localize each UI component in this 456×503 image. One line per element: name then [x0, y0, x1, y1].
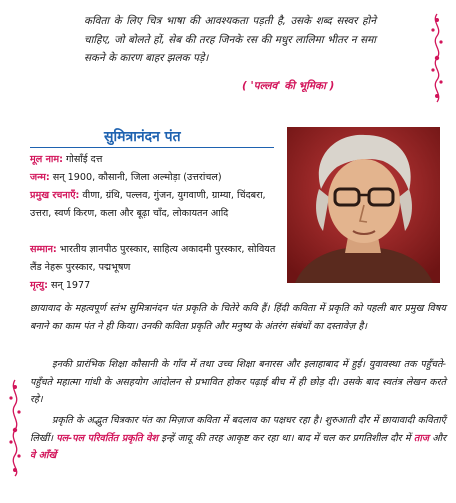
heading-divider	[30, 147, 274, 148]
awards-value: भारतीय ज्ञानपीठ पुरस्कार, साहित्य अकादमी पुरस्कार, सोवियत लैंड नेहरू पुरस्कार, पद्मभूषण	[30, 244, 276, 273]
intro-paragraph	[30, 300, 446, 335]
bio-birth	[30, 169, 276, 187]
floral-ornament-icon	[4, 378, 26, 478]
original-name-label: मूल नाम:	[30, 154, 63, 165]
highlight-prakriti-vesh: पल-पल परिवर्तित प्रकृति वेश	[56, 432, 159, 444]
poet-portrait	[287, 127, 440, 283]
paragraph-3-part-a: प्रकृति के अद्भुत चित्रकार पंत का मिज़ाज कविता में बदलाव का पक्षधर रहा है। शुरुआती दौर में छायावादी कविताएँ लिखीं।	[30, 415, 446, 444]
bio-awards	[30, 241, 276, 277]
floral-ornament-icon	[426, 12, 448, 104]
awards-label: सम्मान:	[30, 244, 57, 255]
death-value: सन् 1977	[47, 280, 91, 291]
paragraph-3	[30, 412, 446, 465]
works-value: वीणा, ग्रंथि, पल्लव, गुंजन, युगवाणी, ग्राम्या, चिंदबरा, उत्तरा, स्वर्ण किरण, कला और बूढ़ा चाँद, लोकायतन आदि	[30, 190, 266, 219]
bio-death	[30, 277, 276, 295]
birth-label: जन्म:	[30, 172, 50, 183]
bio-original-name	[30, 151, 276, 169]
paragraph-3-part-b: इन्हें जादू की तरह आकृष्ट कर रहा था। बाद में चल कर प्रगतिशील दौर में	[158, 432, 414, 444]
poet-name-heading: सुमित्रानंदन पंत	[104, 129, 181, 145]
death-label: मृत्यु:	[30, 280, 48, 291]
education-paragraph	[30, 356, 446, 409]
bio-works	[30, 187, 276, 223]
birth-value: सन् 1900, कौसानी, जिला अल्मोड़ा (उत्तरांचल)	[49, 172, 222, 183]
works-label: प्रमुख रचनाएँ:	[30, 190, 80, 201]
paragraph-2: इनकी प्रारंभिक शिक्षा कौसानी के गाँव में तथा उच्च शिक्षा बनारस और इलाहाबाद में हुई। युवावस्था तक पहुँचते-पहुँचते महात्मा गांधी के असहयोग आंदोलन से प्रभावित होकर पढ़ाई बीच में ही छोड़ दी। उसके बाद स्वतंत्र लेखन करते रहे।	[30, 359, 446, 406]
quote-text: कविता के लिए चित्र भाषा की आवश्यकता पड़ती है, उसके शब्द सस्वर होने चाहिए, जो बोलते हों, सेब की तरह जिनके रस की मधुर लालिमा भीतर न समा सकने के कारण बाहर झलक पड़े।	[84, 15, 376, 64]
paragraph-1: छायावाद के महत्वपूर्ण स्तंभ सुमित्रानंदन पंत प्रकृति के चितेरे कवि हैं। हिंदी कविता में प्रकृति को पहली बार प्रमुख विषय बनाने का काम पंत ने ही किया। उनकी कविता प्रकृति और मनुष्य के अंतरंग संबंधों का दस्तावेज़ है।	[30, 303, 446, 332]
quote-source: ( 'पल्लव' की भूमिका )	[242, 80, 335, 92]
highlight-taj: ताज	[413, 432, 429, 444]
original-name-value: गोसाँई दत्त	[62, 154, 103, 165]
highlight-ve-aankhen: वे आँखें	[30, 450, 57, 462]
paragraph-3-part-c: और	[429, 432, 446, 444]
style-paragraph	[30, 412, 446, 465]
